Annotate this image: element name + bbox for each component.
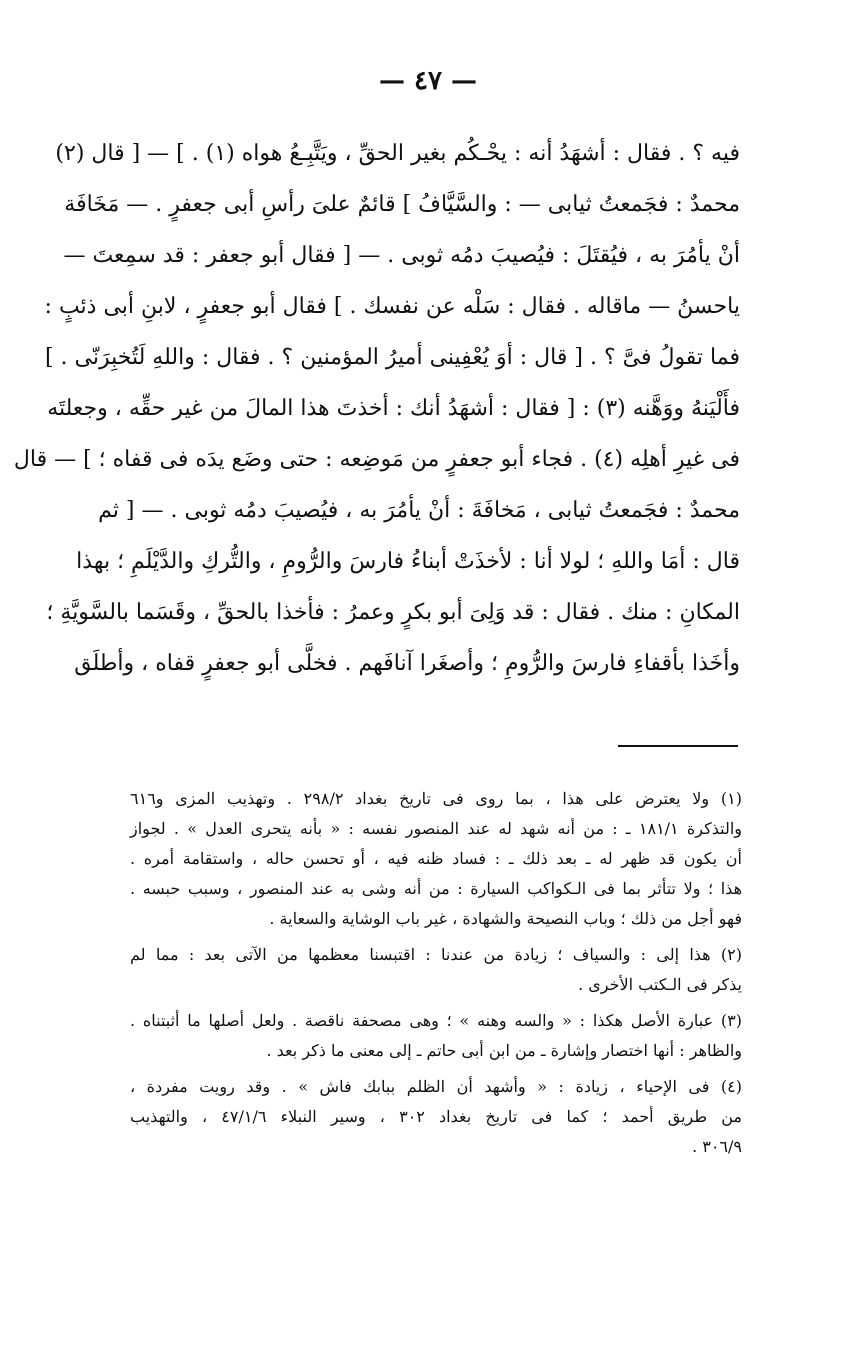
footnote-1 [130, 784, 742, 934]
footnote-line: والتذكرة ١٨١/١ ـ : من أنه شهد له عند المنصور نفسه : « بأنه يتحرى العدل » . لجواز [130, 819, 743, 838]
footnote-2 [130, 940, 742, 1000]
footnote-line: يذكر فى الـكتب الأخرى . [578, 975, 742, 994]
footnote-line: والظاهر : أنها اختصار وإشارة ـ من ابن أبى حاتم ـ إلى معنى ما ذكر بعد . [266, 1041, 742, 1060]
footnote-line: (٤) فى الإحياء ، زيادة : « وأشهد أن الظلم ببابك فاش » . وقد رويت مفردة ، [130, 1077, 742, 1096]
footnote-line: فهو أجل من ذلك ؛ وباب النصيحة والشهادة ، غير باب الوشاية والسعاية . [269, 909, 742, 928]
footnote-divider [618, 745, 738, 747]
main-text-line: فى غيرِ أهلِه (٤) . فجاء أبو جعفرٍ من مَوضِعه : حتى وضَع يدَه فى قفاه ؛ ] — قال [13, 447, 740, 472]
main-text-line: أنْ يأمُرَ به ، فيُقتَلَ : فيُصيبَ دمُه ثوبى . — [ فقال أبو جعفر : قد سمِعتَ — [63, 243, 740, 268]
footnote-line: ٣٠٦/٩ . [692, 1137, 742, 1156]
footnote-line: هذا ؛ ولا تتأثر بما فى الـكواكب السيارة : من أنه وشى به عند المنصور ، وسبب حبسه . [130, 879, 742, 898]
main-text-line: المكانِ : منك . فقال : قد وَلِىَ أبو بكرٍ وعمرُ : فأخذا بالحقِّ ، وقَسَما بالسَّويَّةِ ؛ [46, 600, 740, 625]
footnote-line: (١) ولا يعترض على هذا ، بما روى فى تاريخ بغداد ٢٩٨/٢ . وتهذيب المزى و٦١٦ [130, 789, 742, 808]
footnote-4 [130, 1072, 742, 1162]
footnote-line: (٢) هذا إلى : والسياف ؛ زيادة من عندنا : اقتبسنا معظمها من الآتى بعد : مما لم [130, 945, 742, 964]
page-number: — ٤٧ — [378, 66, 478, 96]
main-text [13, 128, 740, 689]
footnote-line: من طريق أحمد ؛ كما فى تاريخ بغداد ٣٠٢ ، وسير النبلاء ٤٧/١/٦ ، والتهذيب [130, 1107, 742, 1126]
main-text-line: فيه ؟ . فقال : أشهَدُ أنه : يحْـكُم بغير الحقِّ ، ويَتَّبِـعُ هواه (١) . ] — [ قال (٢) [55, 141, 740, 166]
main-text-line: فأَلْيَنهُ ووَهَّنه (٣) : [ فقال : أشهَدُ أنك : أخذتَ هذا المالَ من غير حقِّه ، وجعلتَه [47, 396, 740, 421]
footnotes [130, 784, 742, 1168]
footnote-line: أن يكون قد ظهر له ـ بعد ذلك ـ : فساد ظنه فيه ، أو تحسن حاله ، واستقامة أمره . [130, 849, 742, 868]
main-text-line: محمدٌ : فجَمعتُ ثيابى — : والسَّيَّافُ ] قائمٌ علىَ رأسِ أبى جعفرٍ . — مَخَافَة [64, 192, 740, 217]
main-text-line: وأخَذا بأقفاءِ فارسَ والرُّومِ ؛ وأصغَرا آنافَهم . فخلَّى أبو جعفرٍ قفاه ، وأطلَق [74, 651, 740, 676]
main-text-line: قال : أمَا واللهِ ؛ لولا أنا : لأخذَتْ أبناءُ فارسَ والرُّومِ ، والتُّركِ والدَّيْلَمِ ؛ بهذا [76, 549, 740, 574]
footnote-line: (٣) عبارة الأصل هكذا : « والسه وهنه » ؛ وهى مصحفة ناقصة . ولعل أصلها ما أثبتناه . [130, 1011, 742, 1030]
main-text-line: فما تقولُ فىَّ ؟ . [ قال : أوَ يُعْفِينى أميرُ المؤمنين ؟ . فقال : واللهِ لَتُخبِرَنّى . ] [44, 345, 740, 370]
main-text-line: ياحسنُ — ماقاله . فقال : سَلْه عن نفسك . ] فقال أبو جعفرٍ ، لابنِ أبى ذئبٍ : [44, 294, 740, 319]
main-text-line: محمدٌ : فجَمعتُ ثيابى ، مَخافَةَ : أنْ يأمُرَ به ، فيُصيبَ دمُه ثوبى . — [ ثم [98, 498, 740, 523]
footnote-3 [130, 1006, 742, 1066]
